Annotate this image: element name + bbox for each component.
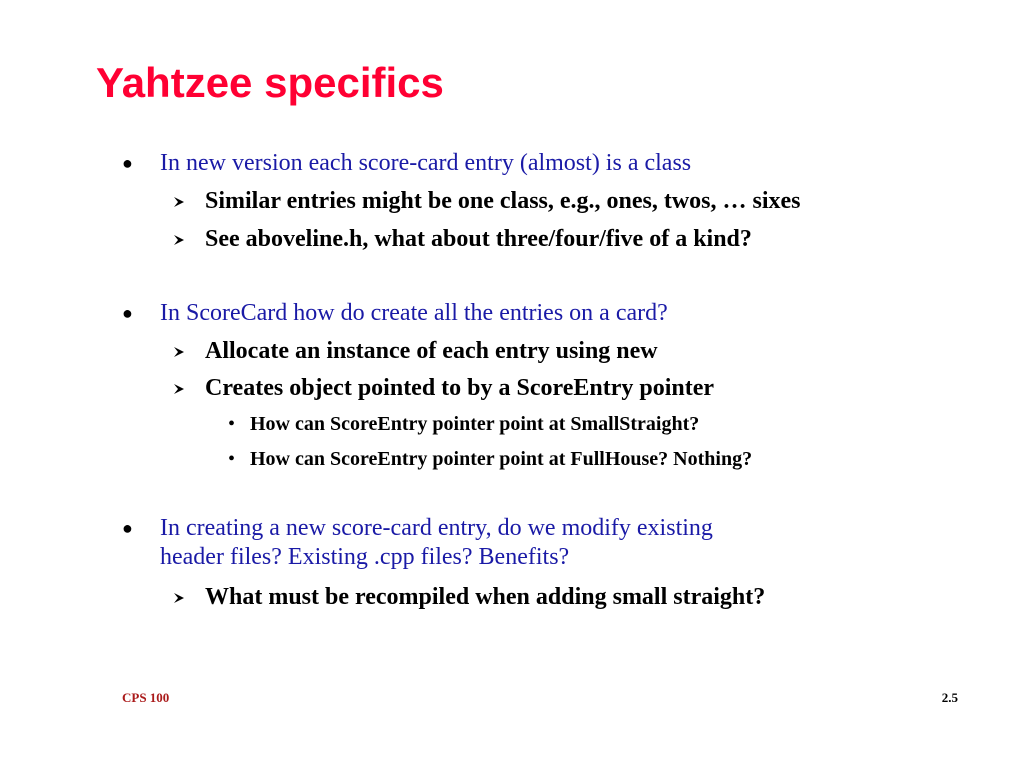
bullet-dot-icon: ● [122,153,133,173]
bullet-1-text: In new version each score-card entry (almost) is a class [160,150,692,176]
bullet-2-sub-2: Creates object pointed to by a ScoreEntry pointer [205,375,715,401]
arrow-right-icon [172,591,186,605]
small-dot-icon: • [228,448,236,470]
arrow-right-icon [172,195,186,209]
bullet-dot-icon: ● [122,518,133,538]
bullet-1-sub-1: Similar entries might be one class, e.g., ones, twos, … sixes [205,188,801,214]
footer-course-label: CPS 100 [122,690,170,705]
bullet-3-text-line-2: header files? Existing .cpp files? Benefits? [160,544,570,570]
arrow-right-icon [172,233,186,247]
bullet-1-sub-2: See aboveline.h, what about three/four/five of a kind? [205,226,752,252]
bullet-2-text: In ScoreCard how do create all the entries on a card? [160,300,668,326]
slide-title: Yahtzee specifics [96,59,444,106]
bullet-3-text-line-1: In creating a new score-card entry, do we modify existing [160,515,713,541]
bullet-2-subsub-1: How can ScoreEntry pointer point at SmallStraight? [250,413,700,435]
page-number: 2.5 [941,690,958,705]
arrow-right-icon [172,382,186,396]
small-dot-icon: • [228,413,236,435]
bullet-3-sub-1: What must be recompiled when adding small straight? [205,584,766,610]
bullet-dot-icon: ● [122,303,133,323]
arrow-right-icon [172,345,186,359]
bullet-2-subsub-2: How can ScoreEntry pointer point at FullHouse? Nothing? [250,448,753,470]
bullet-2-sub-1: Allocate an instance of each entry using new [205,338,658,364]
